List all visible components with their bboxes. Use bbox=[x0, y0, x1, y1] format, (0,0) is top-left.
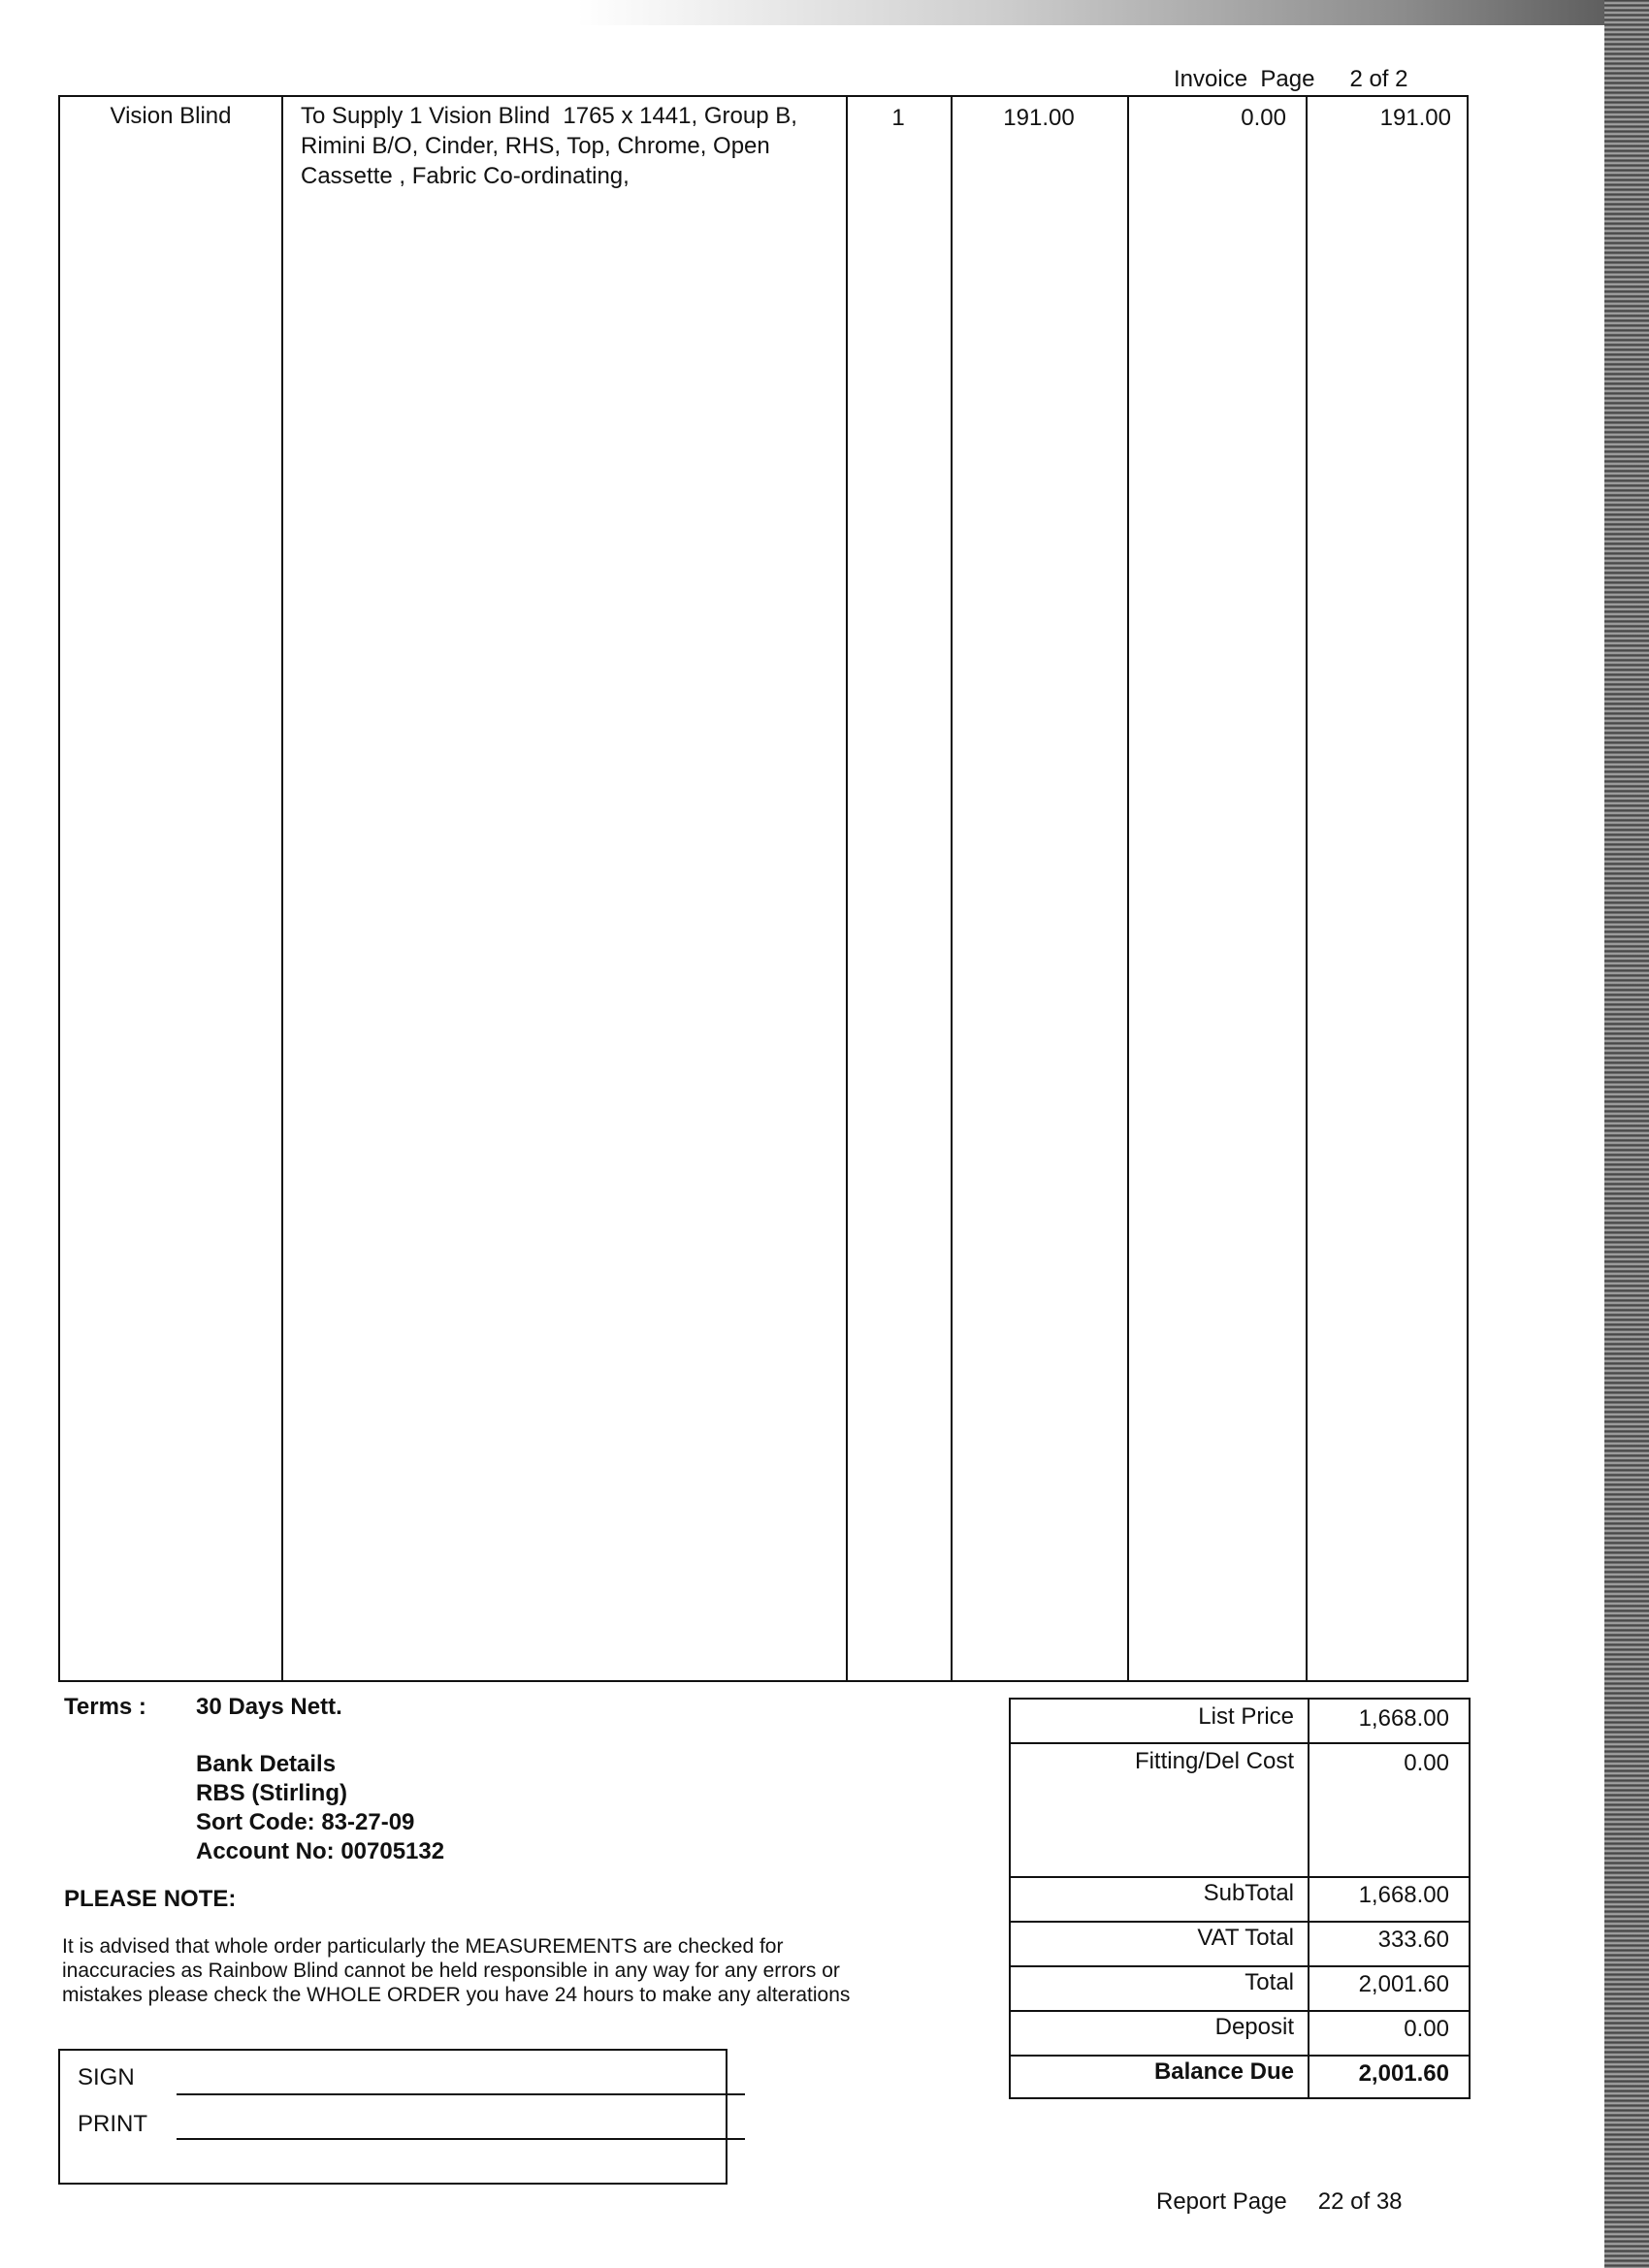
totals-divider bbox=[1308, 1700, 1310, 2097]
totals-row-line bbox=[1011, 2055, 1469, 2057]
totals-row-line bbox=[1011, 1965, 1469, 1967]
totals-row-line bbox=[1011, 1921, 1469, 1923]
total-value: 2,001.60 bbox=[1358, 1971, 1449, 1997]
report-page-number: 22 of 38 bbox=[1317, 2188, 1403, 2215]
line-items-table bbox=[58, 95, 1469, 1682]
item-description-line: Cassette , Fabric Co-ordinating, bbox=[301, 163, 630, 189]
scan-shadow-top bbox=[0, 0, 1649, 25]
scan-edge-right bbox=[1604, 0, 1649, 2268]
column-divider bbox=[846, 97, 848, 1680]
sign-label: SIGN bbox=[78, 2064, 135, 2090]
total-label: Total bbox=[1245, 1969, 1294, 1995]
item-description-line: To Supply 1 Vision Blind 1765 x 1441, Group B, bbox=[301, 103, 797, 129]
signature-box bbox=[58, 2049, 728, 2185]
deposit-value: 0.00 bbox=[1404, 2016, 1449, 2042]
bank-details-title: Bank Details bbox=[196, 1751, 337, 1777]
item-unit-price: 191.00 bbox=[1003, 105, 1075, 131]
sign-line[interactable] bbox=[177, 2093, 745, 2095]
vat-total-label: VAT Total bbox=[1197, 1925, 1294, 1951]
deposit-label: Deposit bbox=[1214, 2014, 1294, 2040]
item-name: Vision Blind bbox=[110, 103, 232, 129]
note-line: inaccuracies as Rainbow Blind cannot be held responsible in any way for any errors or bbox=[62, 1960, 840, 1982]
invoice-page-indicator bbox=[1174, 66, 1407, 93]
column-divider bbox=[1306, 97, 1308, 1680]
fitting-cost-label: Fitting/Del Cost bbox=[1134, 1748, 1294, 1774]
totals-row-line bbox=[1011, 2010, 1469, 2012]
account-number: Account No: 00705132 bbox=[196, 1838, 445, 1864]
totals-table bbox=[1009, 1698, 1471, 2099]
totals-row-line bbox=[1011, 1742, 1469, 1744]
terms-label: Terms : bbox=[64, 1694, 146, 1720]
bank-name: RBS (Stirling) bbox=[196, 1780, 347, 1806]
subtotal-value: 1,668.00 bbox=[1358, 1882, 1449, 1908]
item-quantity: 1 bbox=[891, 105, 905, 131]
sort-code: Sort Code: 83-27-09 bbox=[196, 1809, 415, 1835]
item-discount: 0.00 bbox=[1241, 105, 1286, 131]
balance-due-value: 2,001.60 bbox=[1358, 2060, 1449, 2087]
item-description-line: Rimini B/O, Cinder, RHS, Top, Chrome, Open bbox=[301, 133, 770, 159]
column-divider bbox=[951, 97, 953, 1680]
balance-due-label: Balance Due bbox=[1153, 2058, 1294, 2085]
subtotal-label: SubTotal bbox=[1203, 1880, 1294, 1906]
report-page-indicator bbox=[1156, 2188, 1403, 2216]
column-divider bbox=[281, 97, 283, 1680]
fitting-cost-value: 0.00 bbox=[1404, 1750, 1449, 1776]
print-line[interactable] bbox=[177, 2138, 745, 2140]
print-label: PRINT bbox=[78, 2111, 147, 2137]
bank-details bbox=[196, 1750, 444, 1866]
note-line: mistakes please check the WHOLE ORDER you have 24 hours to make any alterations bbox=[62, 1984, 851, 2006]
item-description bbox=[301, 101, 844, 191]
terms-value: 30 Days Nett. bbox=[196, 1694, 342, 1720]
vat-total-value: 333.60 bbox=[1377, 1927, 1449, 1953]
list-price-label: List Price bbox=[1198, 1703, 1294, 1730]
invoice-page-number: 2 of 2 bbox=[1349, 66, 1408, 92]
item-total: 191.00 bbox=[1379, 105, 1451, 131]
list-price-value: 1,668.00 bbox=[1358, 1705, 1449, 1732]
report-page-label: Report Page bbox=[1156, 2188, 1287, 2215]
please-note-text bbox=[62, 1934, 974, 2007]
invoice-page-label: Invoice Page bbox=[1174, 66, 1315, 92]
please-note-title: PLEASE NOTE: bbox=[64, 1886, 237, 1912]
column-divider bbox=[1127, 97, 1129, 1680]
totals-row-line bbox=[1011, 1876, 1469, 1878]
note-line: It is advised that whole order particularly the MEASUREMENTS are checked for bbox=[62, 1935, 784, 1958]
